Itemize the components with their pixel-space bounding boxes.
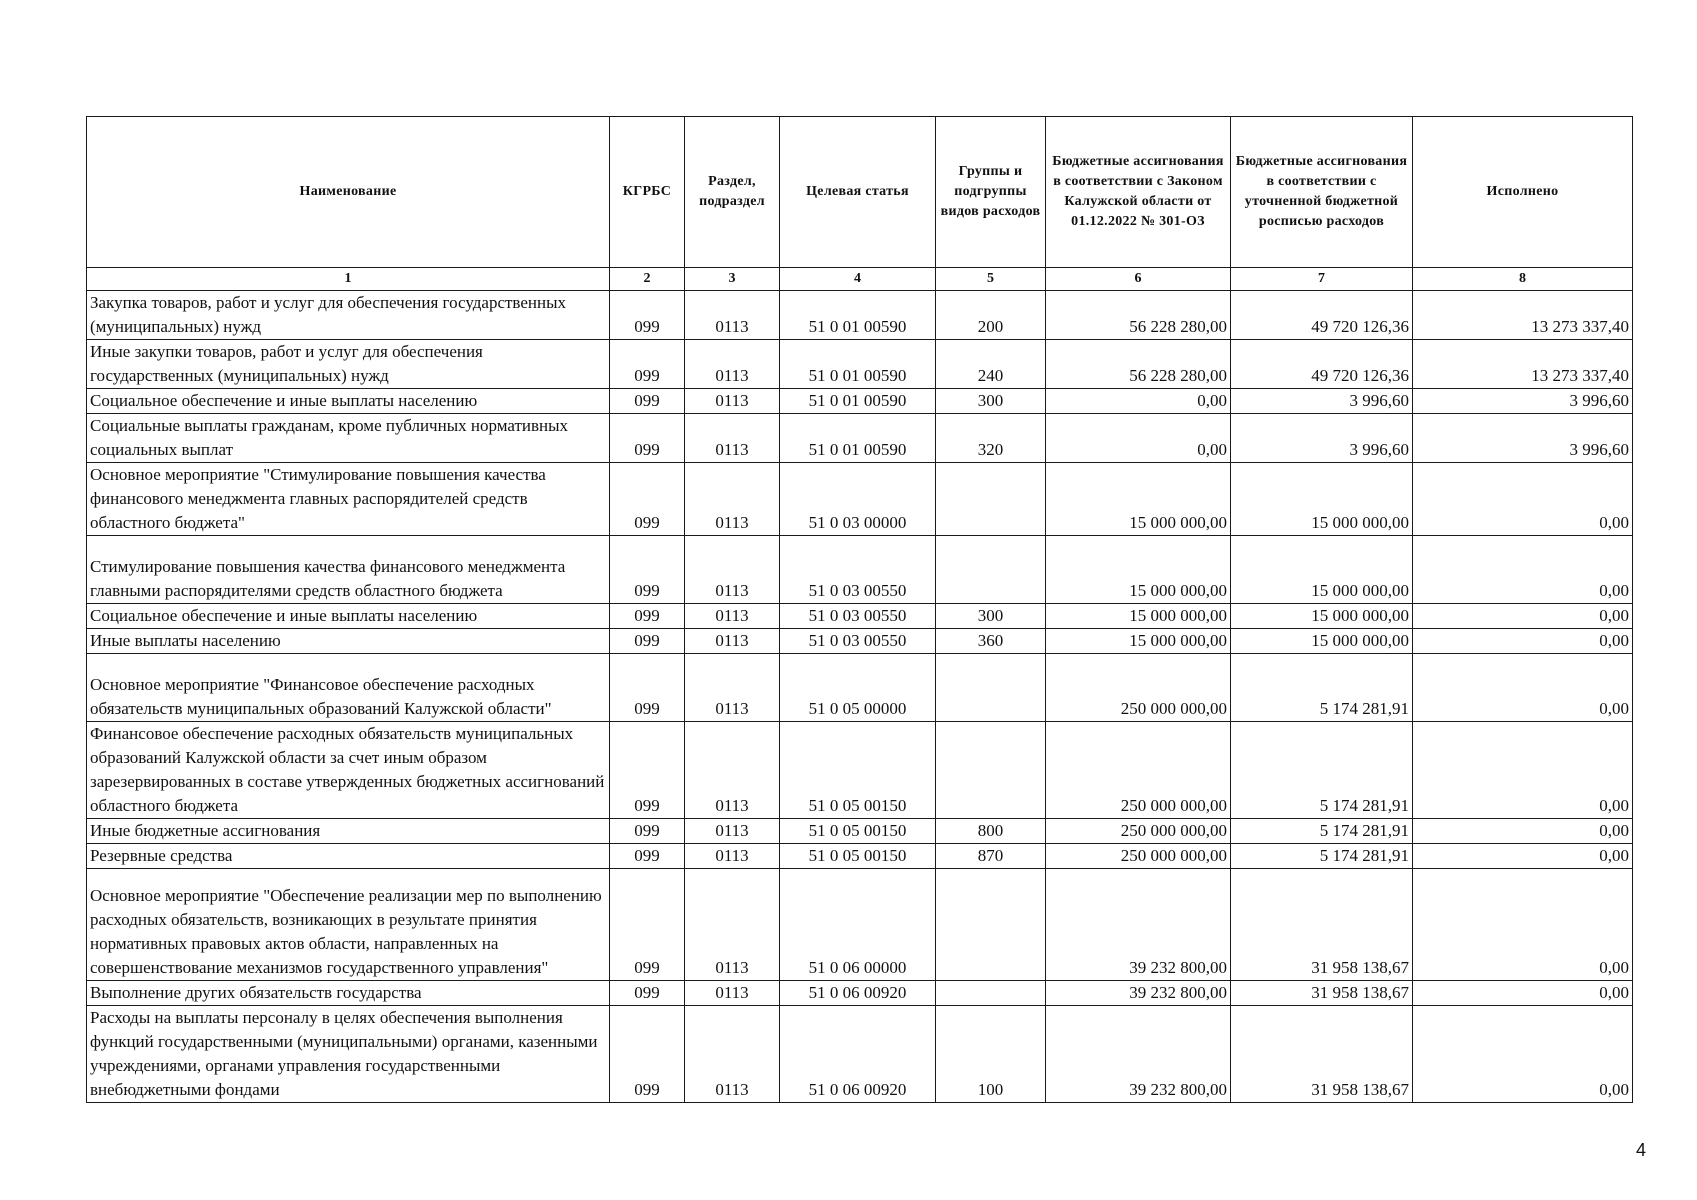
row-law-amount: 15 000 000,00	[1046, 463, 1231, 536]
header-row	[87, 117, 1633, 268]
row-expense-group	[936, 536, 1046, 604]
row-kgrbs: 099	[610, 604, 685, 629]
row-section: 0113	[685, 844, 780, 869]
row-plan-amount: 15 000 000,00	[1231, 604, 1413, 629]
row-section: 0113	[685, 869, 780, 981]
row-kgrbs: 099	[610, 414, 685, 463]
row-law-amount: 250 000 000,00	[1046, 722, 1231, 819]
row-section: 0113	[685, 340, 780, 389]
row-expense-group: 870	[936, 844, 1046, 869]
row-section: 0113	[685, 654, 780, 722]
table-row	[87, 869, 1633, 981]
row-plan-amount: 15 000 000,00	[1231, 463, 1413, 536]
row-plan-amount: 15 000 000,00	[1231, 536, 1413, 604]
row-plan-amount: 5 174 281,91	[1231, 819, 1413, 844]
table-row	[87, 536, 1633, 604]
row-law-amount: 15 000 000,00	[1046, 604, 1231, 629]
table-row	[87, 1006, 1633, 1103]
table-row	[87, 819, 1633, 844]
header-expense-groups: Группы и подгруппы видов расходов	[936, 117, 1046, 268]
header-plan-allocations: Бюджетные ассигнования в соответствии с уточненной бюджетной росписью расходов	[1231, 117, 1413, 268]
column-number: 1	[87, 268, 610, 291]
column-number: 4	[780, 268, 936, 291]
row-kgrbs: 099	[610, 629, 685, 654]
row-kgrbs: 099	[610, 654, 685, 722]
row-kgrbs: 099	[610, 536, 685, 604]
row-executed-amount: 0,00	[1413, 819, 1633, 844]
row-executed-amount: 13 273 337,40	[1413, 291, 1633, 340]
row-plan-amount: 3 996,60	[1231, 414, 1413, 463]
table-row	[87, 629, 1633, 654]
row-law-amount: 0,00	[1046, 389, 1231, 414]
row-section: 0113	[685, 291, 780, 340]
row-plan-amount: 31 958 138,67	[1231, 869, 1413, 981]
table-row	[87, 722, 1633, 819]
row-name: Расходы на выплаты персоналу в целях обеспечения выполнения функций государственными (муниципальными) органами, казенными учреждениями, органами управления государственными внебюджетными фондами	[87, 1006, 610, 1103]
row-name: Основное мероприятие "Стимулирование повышения качества финансового менеджмента главных распорядителей средств областного бюджета"	[87, 463, 610, 536]
row-law-amount: 39 232 800,00	[1046, 981, 1231, 1006]
row-section: 0113	[685, 414, 780, 463]
column-number: 2	[610, 268, 685, 291]
row-executed-amount: 0,00	[1413, 536, 1633, 604]
row-name: Резервные средства	[87, 844, 610, 869]
row-expense-group: 360	[936, 629, 1046, 654]
row-name: Иные закупки товаров, работ и услуг для обеспечения государственных (муниципальных) нужд	[87, 340, 610, 389]
column-number-row	[87, 268, 1633, 291]
row-plan-amount: 15 000 000,00	[1231, 629, 1413, 654]
column-number: 5	[936, 268, 1046, 291]
row-expense-group: 300	[936, 604, 1046, 629]
row-expense-group: 200	[936, 291, 1046, 340]
row-kgrbs: 099	[610, 389, 685, 414]
row-executed-amount: 0,00	[1413, 463, 1633, 536]
row-plan-amount: 5 174 281,91	[1231, 722, 1413, 819]
row-law-amount: 56 228 280,00	[1046, 340, 1231, 389]
row-plan-amount: 5 174 281,91	[1231, 654, 1413, 722]
row-executed-amount: 3 996,60	[1413, 414, 1633, 463]
row-target-article: 51 0 05 00150	[780, 722, 936, 819]
row-target-article: 51 0 01 00590	[780, 291, 936, 340]
budget-execution-table	[86, 116, 1633, 1103]
row-expense-group	[936, 981, 1046, 1006]
row-executed-amount: 0,00	[1413, 981, 1633, 1006]
row-section: 0113	[685, 389, 780, 414]
row-executed-amount: 0,00	[1413, 869, 1633, 981]
row-name: Иные выплаты населению	[87, 629, 610, 654]
row-law-amount: 56 228 280,00	[1046, 291, 1231, 340]
table-row	[87, 654, 1633, 722]
row-target-article: 51 0 05 00150	[780, 844, 936, 869]
row-kgrbs: 099	[610, 869, 685, 981]
row-expense-group	[936, 654, 1046, 722]
row-law-amount: 250 000 000,00	[1046, 654, 1231, 722]
row-plan-amount: 49 720 126,36	[1231, 340, 1413, 389]
row-expense-group	[936, 869, 1046, 981]
row-name: Финансовое обеспечение расходных обязательств муниципальных образований Калужской области за счет иным образом зарезервированных в составе утвержденных бюджетных ассигнований областного бюджета	[87, 722, 610, 819]
row-kgrbs: 099	[610, 1006, 685, 1103]
row-expense-group	[936, 722, 1046, 819]
row-kgrbs: 099	[610, 844, 685, 869]
row-law-amount: 15 000 000,00	[1046, 536, 1231, 604]
row-law-amount: 39 232 800,00	[1046, 1006, 1231, 1103]
row-kgrbs: 099	[610, 463, 685, 536]
row-kgrbs: 099	[610, 340, 685, 389]
table-body	[87, 291, 1633, 1103]
table-row	[87, 291, 1633, 340]
row-kgrbs: 099	[610, 981, 685, 1006]
table-row	[87, 604, 1633, 629]
column-number: 3	[685, 268, 780, 291]
row-kgrbs: 099	[610, 291, 685, 340]
row-target-article: 51 0 06 00000	[780, 869, 936, 981]
row-plan-amount: 31 958 138,67	[1231, 1006, 1413, 1103]
table-row	[87, 844, 1633, 869]
row-kgrbs: 099	[610, 722, 685, 819]
header-target-article: Целевая статья	[780, 117, 936, 268]
row-expense-group: 800	[936, 819, 1046, 844]
row-plan-amount: 31 958 138,67	[1231, 981, 1413, 1006]
row-section: 0113	[685, 604, 780, 629]
column-number: 7	[1231, 268, 1413, 291]
header-executed: Исполнено	[1413, 117, 1633, 268]
row-name: Выполнение других обязательств государства	[87, 981, 610, 1006]
row-section: 0113	[685, 1006, 780, 1103]
row-name: Стимулирование повышения качества финансового менеджмента главными распорядителями средств областного бюджета	[87, 536, 610, 604]
row-executed-amount: 0,00	[1413, 722, 1633, 819]
column-number: 8	[1413, 268, 1633, 291]
page-number: 4	[1636, 1140, 1647, 1160]
row-name: Социальные выплаты гражданам, кроме публичных нормативных социальных выплат	[87, 414, 610, 463]
row-target-article: 51 0 01 00590	[780, 340, 936, 389]
row-name: Социальное обеспечение и иные выплаты населению	[87, 389, 610, 414]
row-target-article: 51 0 06 00920	[780, 1006, 936, 1103]
row-executed-amount: 13 273 337,40	[1413, 340, 1633, 389]
row-kgrbs: 099	[610, 819, 685, 844]
row-name: Социальное обеспечение и иные выплаты населению	[87, 604, 610, 629]
row-executed-amount: 0,00	[1413, 604, 1633, 629]
row-executed-amount: 0,00	[1413, 844, 1633, 869]
row-section: 0113	[685, 629, 780, 654]
row-target-article: 51 0 01 00590	[780, 389, 936, 414]
table-row	[87, 389, 1633, 414]
row-target-article: 51 0 03 00550	[780, 604, 936, 629]
row-name: Иные бюджетные ассигнования	[87, 819, 610, 844]
row-target-article: 51 0 03 00550	[780, 629, 936, 654]
row-target-article: 51 0 06 00920	[780, 981, 936, 1006]
row-executed-amount: 3 996,60	[1413, 389, 1633, 414]
row-section: 0113	[685, 819, 780, 844]
row-expense-group: 240	[936, 340, 1046, 389]
row-name: Основное мероприятие "Финансовое обеспечение расходных обязательств муниципальных образований Калужской области"	[87, 654, 610, 722]
row-expense-group: 300	[936, 389, 1046, 414]
row-section: 0113	[685, 981, 780, 1006]
row-name: Закупка товаров, работ и услуг для обеспечения государственных (муниципальных) нужд	[87, 291, 610, 340]
row-target-article: 51 0 03 00550	[780, 536, 936, 604]
row-target-article: 51 0 05 00000	[780, 654, 936, 722]
row-expense-group: 100	[936, 1006, 1046, 1103]
row-target-article: 51 0 03 00000	[780, 463, 936, 536]
row-plan-amount: 5 174 281,91	[1231, 844, 1413, 869]
row-section: 0113	[685, 463, 780, 536]
header-law-allocations: Бюджетные ассигнования в соответствии с Законом Калужской области от 01.12.2022 № 301-ОЗ	[1046, 117, 1231, 268]
row-plan-amount: 49 720 126,36	[1231, 291, 1413, 340]
row-executed-amount: 0,00	[1413, 629, 1633, 654]
table-row	[87, 414, 1633, 463]
row-executed-amount: 0,00	[1413, 654, 1633, 722]
header-kgrbs: КГРБС	[610, 117, 685, 268]
row-expense-group: 320	[936, 414, 1046, 463]
row-law-amount: 250 000 000,00	[1046, 844, 1231, 869]
row-expense-group	[936, 463, 1046, 536]
row-target-article: 51 0 01 00590	[780, 414, 936, 463]
table-row	[87, 463, 1633, 536]
row-section: 0113	[685, 536, 780, 604]
row-name: Основное мероприятие "Обеспечение реализации мер по выполнению расходных обязательств, возникающих в результате принятия нормативных правовых актов области, направленных на совершенствование механизмов государственного управления"	[87, 869, 610, 981]
row-section: 0113	[685, 722, 780, 819]
row-law-amount: 39 232 800,00	[1046, 869, 1231, 981]
header-section: Раздел, подраздел	[685, 117, 780, 268]
row-law-amount: 250 000 000,00	[1046, 819, 1231, 844]
header-name: Наименование	[87, 117, 610, 268]
row-law-amount: 15 000 000,00	[1046, 629, 1231, 654]
row-executed-amount: 0,00	[1413, 1006, 1633, 1103]
table-row	[87, 981, 1633, 1006]
row-plan-amount: 3 996,60	[1231, 389, 1413, 414]
table-row	[87, 340, 1633, 389]
row-target-article: 51 0 05 00150	[780, 819, 936, 844]
column-number: 6	[1046, 268, 1231, 291]
row-law-amount: 0,00	[1046, 414, 1231, 463]
